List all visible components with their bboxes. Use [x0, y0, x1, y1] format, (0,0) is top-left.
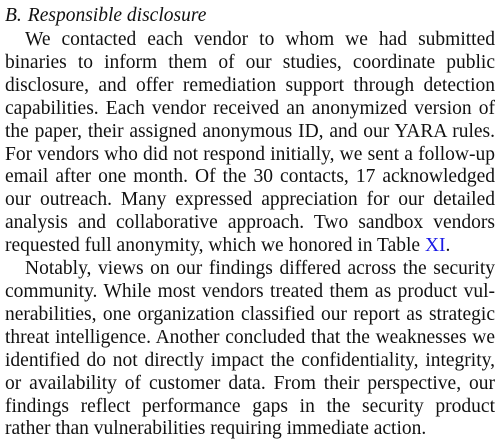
- section-number: B.: [5, 5, 22, 26]
- paragraph-1: [5, 29, 495, 258]
- paragraph-1-end: .: [445, 235, 451, 257]
- section-heading: [5, 4, 495, 27]
- paragraph-2: Notably, views on our findings differed across the security community. While most vendors treated them as product vulnerabilities, one organization classified our report as strategic threat intelligence. Another concluded that the weaknesses we identified do not directly impact the confidentiality, integrity, or availability of customer data. From their perspective, our findings reflect performance gaps in the security product rather than vulnerabilities requiring immediate action.: [5, 258, 495, 440]
- section-title: Responsible disclosure: [27, 5, 207, 26]
- table-reference-link[interactable]: XI: [424, 235, 446, 257]
- paragraph-1-text: We contacted each vendor to whom we had submitted binaries to inform them of our studies, coordinate public disclosure, and offer remediation support through detection capabilities. Each vendor received an anonymized version of the paper, their assigned anonymous ID, and our YARA rules. For vendors who did not respond initially, we sent a follow-up email after one month. Of the 30 contacts, 17 acknowledged our outreach. Many expressed appreciation for our detailed analysis and collaborative approach. Two sandbox vendors requested full anonymity, which we honored in Table: [5, 29, 495, 257]
